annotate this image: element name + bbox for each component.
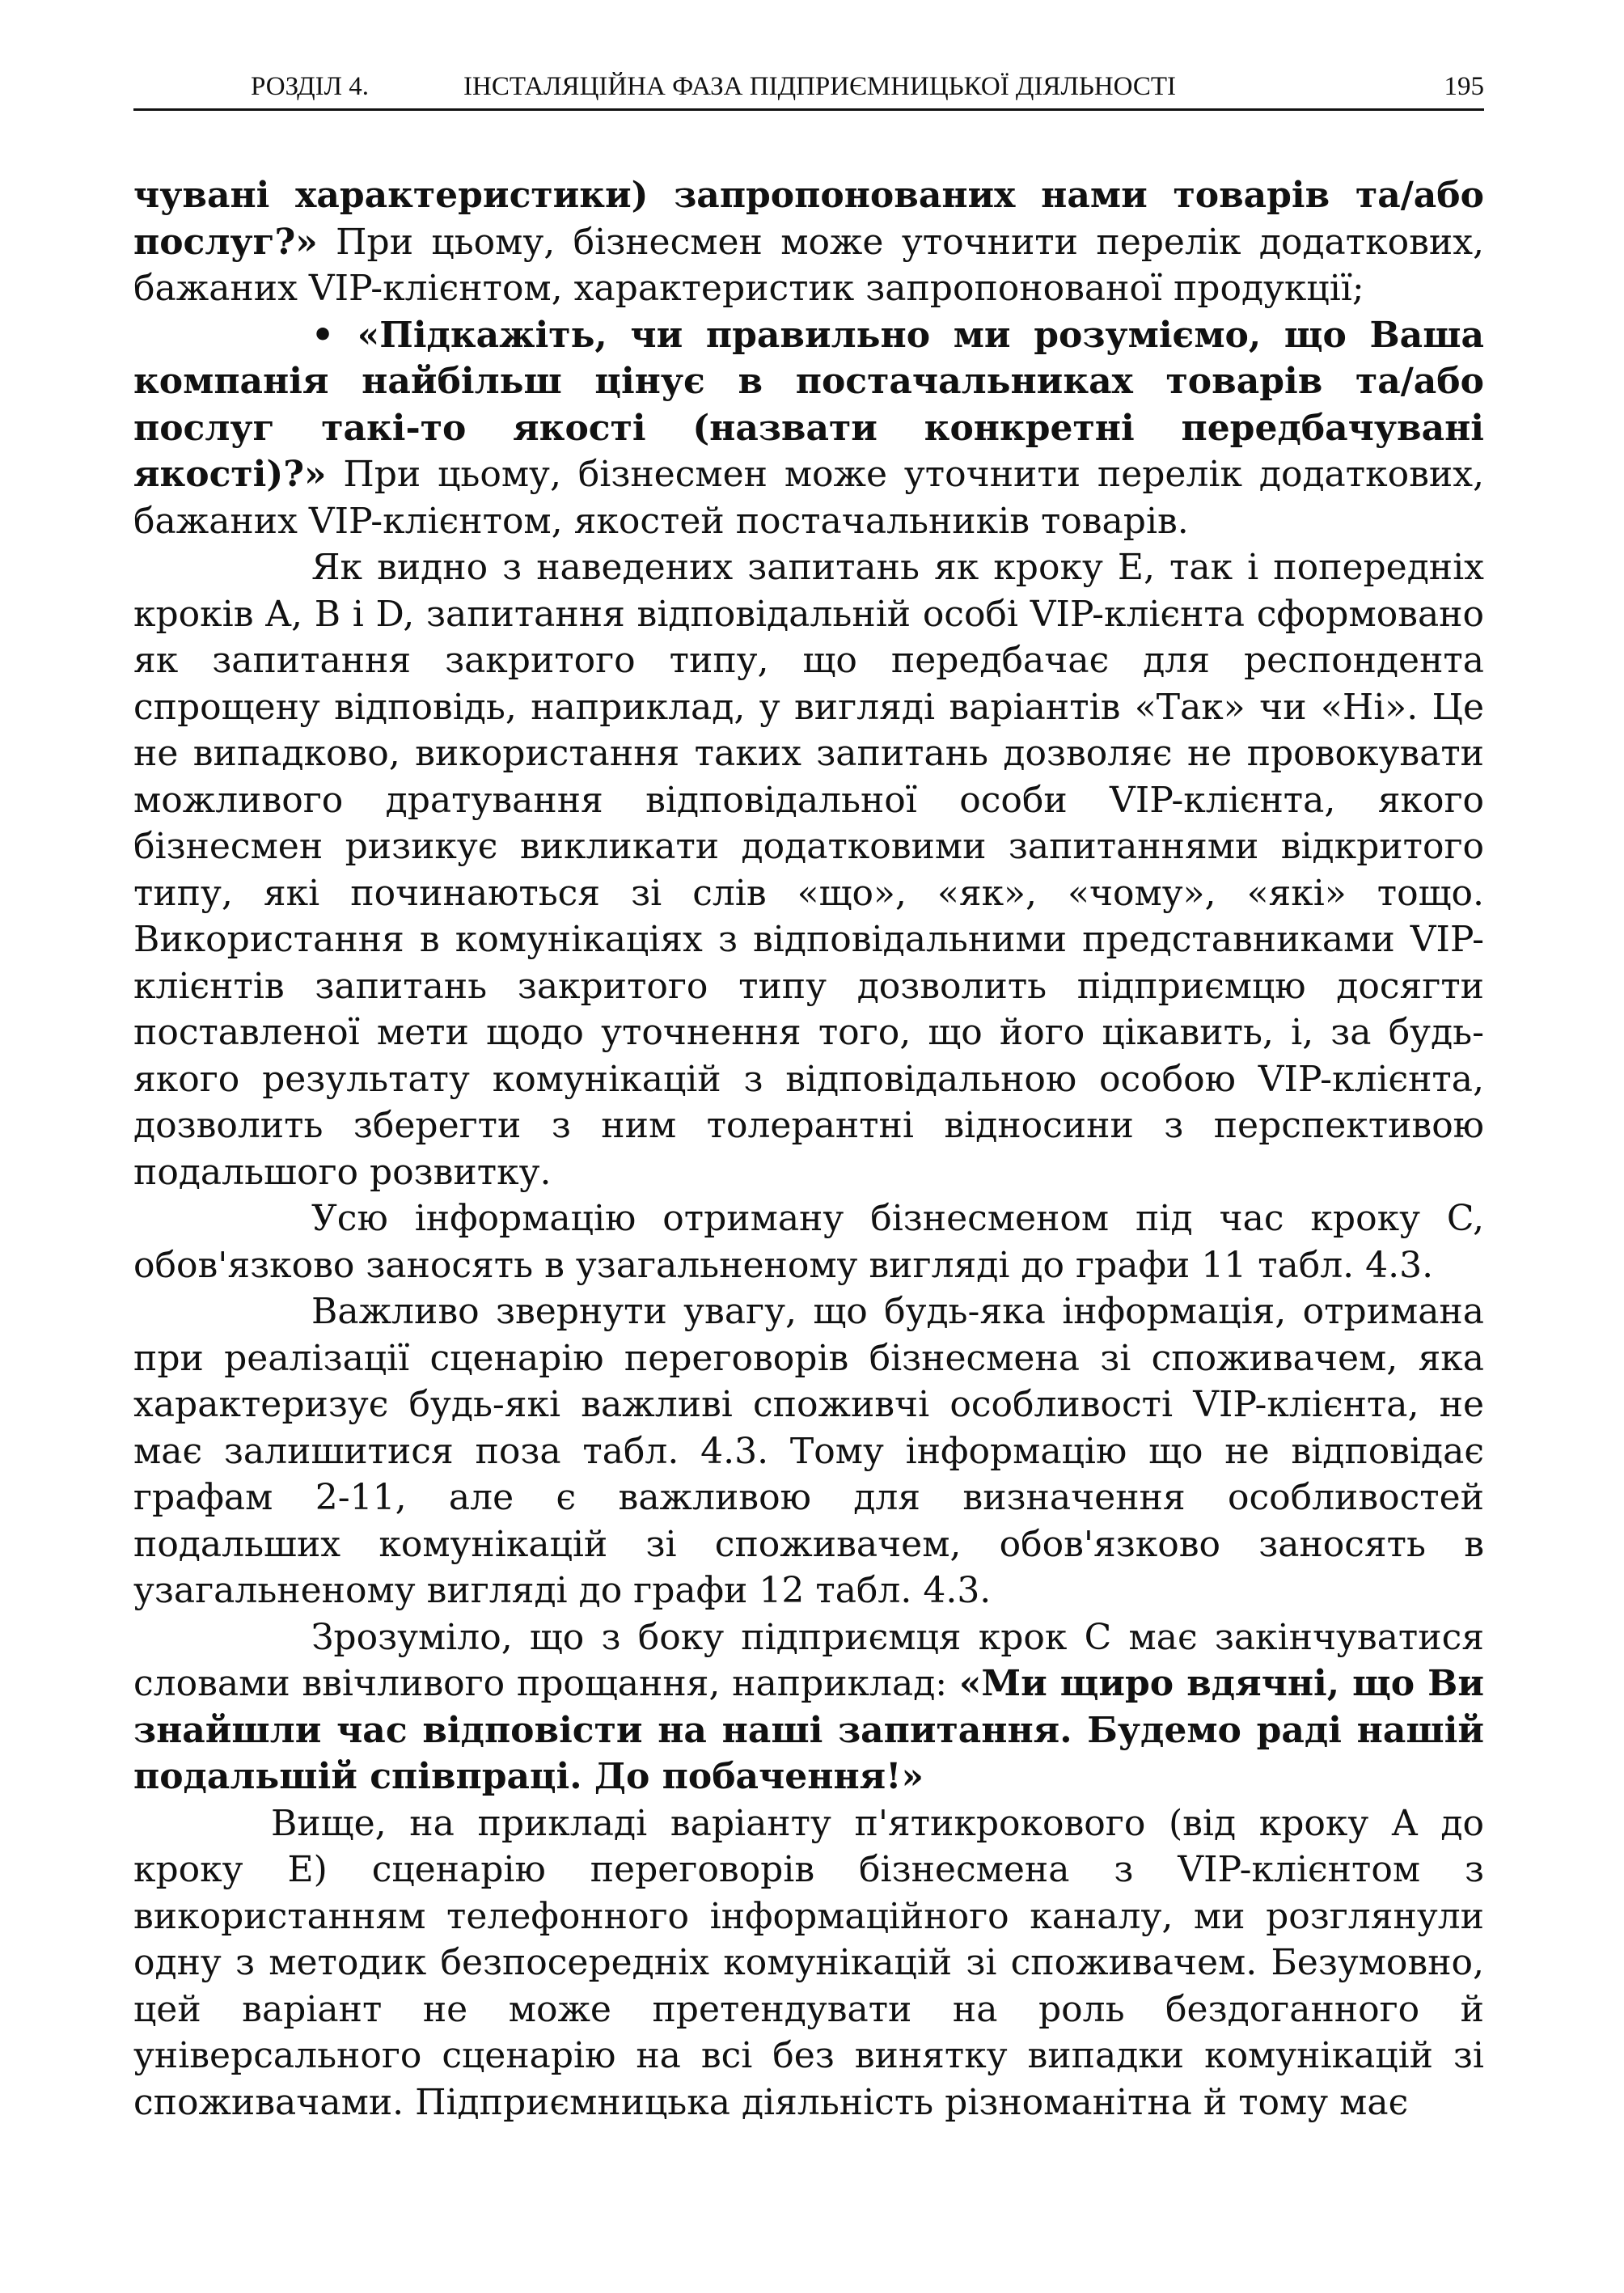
header-section-label: РОЗДІЛ 4.: [251, 72, 369, 101]
paragraph-6: [133, 1614, 1484, 1800]
paragraph-3: Як видно з наведених запитань як кроку E, так і попередніх кроків A, B і D, запитання відповідальній особі VIP-клієнта сформовано як запитання закритого типу, що передбачає для респондента спрощену відповідь, наприклад, у вигляді варіантів «Так» чи «Ні». Це не випадково, використання таких запитань дозволяє не провокувати можливого дратування відповідальної особи VIP-клієнта, якого бізнесмен ризикує викликати додатковими запитаннями відкритого типу, які починаються зі слів «що», «як», «чому», «які» тощо. Використання в комунікаціях з відповідальними представниками VIP-клієнтів запитань закритого типу дозволить підприємцю досягти поставленої мети щодо уточнення того, що його цікавить, і, за будь-якого результату комунікацій з відповідальною особою VIP-клієнта, дозволить зберегти з ним толерантні відносини з перспективою подальшого розвитку.: [133, 547, 1484, 1193]
paragraph-2-bold: • «Підкажіть, чи правильно ми розуміємо, що Ваша компанія найбільш цінує в постачальниках товарів та/або послуг такі-то якості (назвати конкретні передбачувані якості)?»: [133, 314, 1484, 495]
paragraph-6-text: Зрозуміло, що з боку підприємця крок C має закінчуватися словами ввічливого прощання, наприклад:: [133, 1616, 1484, 1704]
paragraph-1-text: При цьому, бізнесмен може уточнити перелік додаткових, бажаних VIP-клієнтом, характеристик запропонованої продукції;: [133, 221, 1484, 309]
running-header: [133, 50, 1484, 111]
header-chapter-title: ІНСТАЛЯЦІЙНА ФАЗА ПІДПРИЄМНИЦЬКОЇ ДІЯЛЬНОСТІ: [463, 72, 1176, 101]
paragraph-2-bullet: [133, 312, 1484, 545]
paragraph-6-bold: «Ми щиро вдячні, що Ви знайшли час відповісти на наші запитання. Будемо раді нашій подальшій співпраці. До побачення!»: [133, 1663, 1484, 1797]
paragraph-1: [133, 172, 1484, 312]
paragraph-5: Важливо звернути увагу, що будь-яка інформація, отримана при реалізації сценарію переговорів бізнесмена зі споживачем, яка характеризує будь-які важливі споживчі особливості VIP-клієнта, не має залишитися поза табл. 4.3. Тому інформацію що не відповідає графам 2-11, але є важливою для визначення особливостей подальших комунікацій зі споживачем, обов'язково заносять в узагальненому вигляді до графи 12 табл. 4.3.: [133, 1291, 1484, 1611]
paragraph-4: Усю інформацію отриману бізнесменом під час кроку C, обов'язково заносять в узагальненому вигляді до графи 11 табл. 4.3.: [133, 1198, 1484, 1286]
paragraph-2-text: При цьому, бізнесмен може уточнити перелік додаткових, бажаних VIP-клієнтом, якостей постачальників товарів.: [133, 454, 1484, 542]
page-body: [133, 172, 1484, 2126]
paragraph-1-bold: чувані характеристики) запропонованих нами товарів та/або послуг?»: [133, 175, 1484, 263]
page-number: 195: [1444, 72, 1484, 101]
paragraph-7: Вище, на прикладі варіанту п'ятикрокового (від кроку A до кроку E) сценарію переговорів бізнесмена з VIP-клієнтом з використанням телефонного інформаційного каналу, ми розглянули одну з методик безпосередніх комунікацій зі споживачем. Безумовно, цей варіант не може претендувати на роль бездоганного й універсального сценарію на всі без винятку випадки комунікацій зі споживачами. Підприємницька діяльність різноманітна й тому має: [133, 1802, 1484, 2123]
